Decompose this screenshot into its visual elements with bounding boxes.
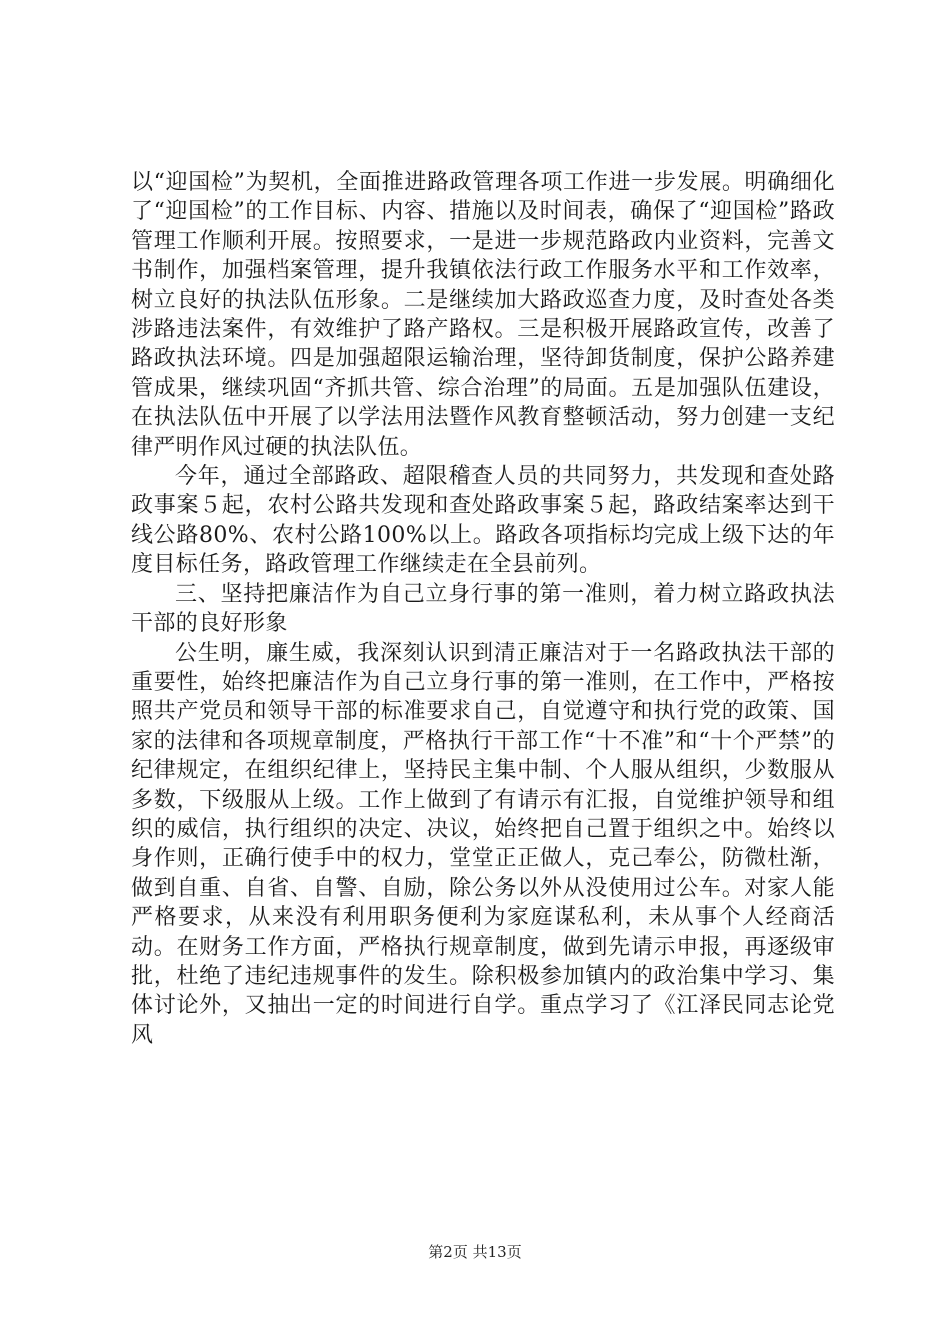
section-heading: 三、坚持把廉洁作为自己立身行事的第一准则，着力树立路政执法干部的良好形象 xyxy=(131,581,835,637)
paragraph-statistics: 今年，通过全部路政、超限稽查人员的共同努力，共发现和查处路政事案５起，农村公路共发现和查处路政事案５起，路政结案率达到干线公路80%、农村公路100%以上。路政各项指标均完成上级下达的年度目标任务，路政管理工作继续走在全县前列。 xyxy=(131,464,835,578)
document-body xyxy=(131,168,835,1050)
paragraph-integrity: 公生明，廉生威，我深刻认识到清正廉洁对于一名路政执法干部的重要性，始终把廉洁作为自己立身行事的第一准则，在工作中，严格按照共产党员和领导干部的标准要求自己，自觉遵守和执行党的政策、国家的法律和各项规章制度，严格执行干部工作“十不准”和“十个严禁”的纪律规定，在组织纪律上，坚持民主集中制、个人服从组织，少数服从多数，下级服从上级。工作上做到了有请示有汇报，自觉维护领导和组织的威信，执行组织的决定、决议，始终把自己置于组织之中。始终以身作则，正确行使手中的权力，堂堂正正做人，克己奉公，防微杜渐，做到自重、自省、自警、自励，除公务以外从没使用过公车。对家人能严格要求，从来没有利用职务便利为家庭谋私利，未从事个人经商活动。在财务工作方面，严格执行规章制度，做到先请示申报，再逐级审批，杜绝了违纪违规事件的发生。除积极参加镇内的政治集中学习、集体讨论外，又抽出一定的时间进行自学。重点学习了《江泽民同志论党风 xyxy=(131,640,835,1048)
paragraph-continued: 以“迎国检”为契机，全面推进路政管理各项工作进一步发展。明确细化了“迎国检”的工作目标、内容、措施以及时间表，确保了“迎国检”路政管理工作顺利开展。按照要求，一是进一步规范路政内业资料，完善文书制作，加强档案管理，提升我镇依法行政工作服务水平和工作效率，树立良好的执法队伍形象。二是继续加大路政巡查力度，及时查处各类涉路违法案件，有效维护了路产路权。三是积极开展路政宣传，改善了路政执法环境。四是加强超限运输治理，坚待卸货制度，保护公路养建管成果，继续巩固“齐抓共管、综合治理”的局面。五是加强队伍建设，在执法队伍中开展了以学法用法暨作风教育整顿活动，努力创建一支纪律严明作风过硬的执法队伍。 xyxy=(131,170,835,460)
page-number-footer: 第2页 共13页 xyxy=(428,1243,522,1261)
